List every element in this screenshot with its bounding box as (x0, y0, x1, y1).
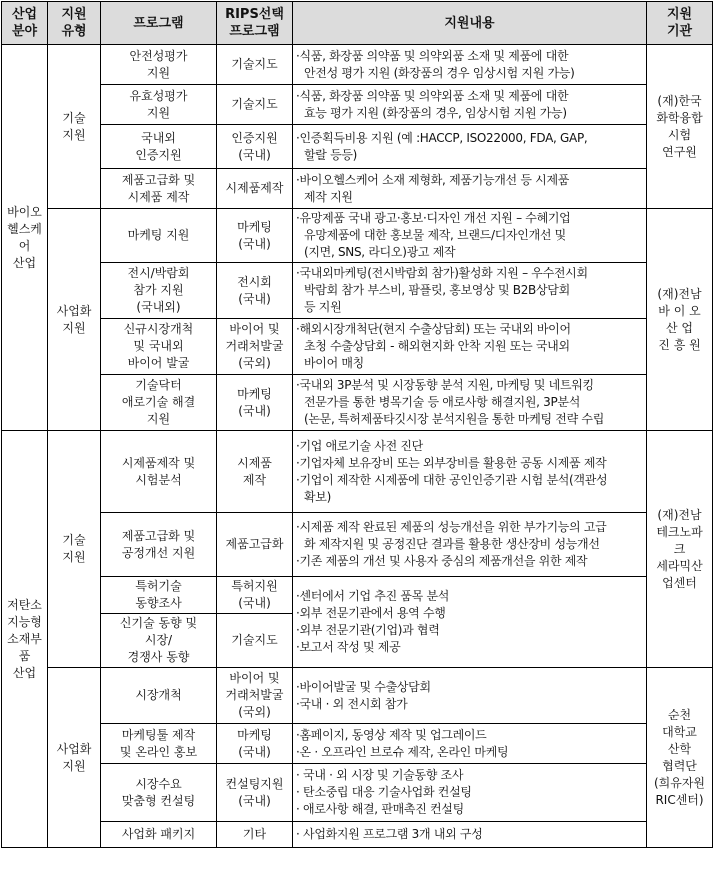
program-cell: 제품고급화 및 공정개선 지원 (101, 513, 217, 577)
content-line: ·시제품 제작 완료된 제품의 성능개선을 위한 부가기능의 고급 (296, 520, 607, 534)
program-cell: 유효성평가 지원 (101, 85, 217, 125)
content-line: · 사업화지원 프로그램 3개 내외 구성 (296, 827, 483, 841)
support-content-cell (293, 668, 647, 724)
content-line: ·해외시장개척단(현지 수출상담회) 또는 국내외 바이어 (296, 322, 571, 336)
content-line: 안전성 평가 지원 (화장품의 경우 임상시험 지원 가능) (304, 65, 575, 80)
support-content-cell (293, 45, 647, 85)
table-row (2, 577, 713, 614)
table-row (2, 169, 713, 209)
content-line: ·식품, 화장품 의약품 및 의약외품 소재 및 제품에 대한 (296, 88, 569, 103)
content-line: 유망제품에 대한 홍보물 제작, 브랜드/디자인개선 및 (304, 228, 566, 242)
content-line: 확보) (304, 489, 331, 504)
content-line: 초청 수출상담회 - 해외현지화 안착 지원 또는 국내외 (304, 339, 570, 353)
support-content-cell (293, 85, 647, 125)
content-line: ·유망제품 국내 광고·홍보·디자인 개선 지원 – 수혜기업 (296, 211, 571, 225)
header-program: 프로그램 (101, 2, 217, 45)
content-line: · 탄소중립 대응 기술사업화 컨설팅 (296, 785, 472, 799)
content-line: · 애로사항 해결, 판매촉진 컨설팅 (296, 802, 464, 816)
rips-program-cell: 인증지원 (국내) (217, 125, 293, 169)
sector-cell: 저탄소 지능형 소재부 품 산업 (2, 431, 48, 848)
table-row (2, 45, 713, 85)
program-cell: 마케팅 지원 (101, 209, 217, 263)
agency-cell: (재)전남 테크노파 크 세라믹산 업센터 (647, 431, 713, 668)
content-line: ·보고서 작성 및 제공 (296, 640, 401, 654)
rips-program-cell: 시제품 제작 (217, 431, 293, 513)
content-line: 효능 평가 지원 (화장품의 경우, 임상시험 지원 가능) (304, 105, 567, 120)
content-line: 전문가를 통한 병목기술 등 애로사항 해결지원, 3P분석 (304, 395, 581, 409)
header-sector: 산업 분야 (2, 2, 48, 45)
content-line: ·식품, 화장품 의약품 및 의약외품 소재 및 제품에 대한 (296, 48, 569, 63)
support-type-cell: 사업화 지원 (48, 668, 101, 848)
content-line: ·인증획득비용 지원 (예 :HACCP, ISO22000, FDA, GAP, (296, 130, 588, 145)
program-cell: 사업화 패키지 (101, 822, 217, 848)
header-content: 지원내용 (293, 2, 647, 45)
content-line: 제작 지원 (304, 189, 353, 204)
support-content-cell (293, 125, 647, 169)
support-content-cell (293, 822, 647, 848)
rips-program-cell: 마케팅 (국내) (217, 209, 293, 263)
rips-program-cell: 바이어 및 거래처발굴 (국외) (217, 668, 293, 724)
table-row (2, 724, 713, 764)
program-cell: 특허기술 동향조사 (101, 577, 217, 614)
support-content-cell (293, 209, 647, 263)
support-content-cell (293, 513, 647, 577)
rips-program-cell: 전시회 (국내) (217, 263, 293, 319)
table-row (2, 209, 713, 263)
table-row (2, 319, 713, 375)
header-row (2, 2, 713, 45)
table-row (2, 125, 713, 169)
rips-program-cell: 특허지원 (국내) (217, 577, 293, 614)
program-cell: 신기술 동향 및 시장/ 경쟁사 동향 (101, 614, 217, 668)
table-row (2, 85, 713, 125)
agency-cell: (재)한국 화학융합 시험 연구원 (647, 45, 713, 209)
content-line: ·국내 · 외 전시회 참가 (296, 696, 408, 711)
rips-program-cell: 기술지도 (217, 85, 293, 125)
support-content-cell (293, 263, 647, 319)
table-row (2, 822, 713, 848)
table-row (2, 513, 713, 577)
program-cell: 시장수요 맞춤형 컨설팅 (101, 764, 217, 822)
content-line: ·기존 제품의 개선 및 사용자 중심의 제품개선을 위한 제작 (296, 554, 588, 568)
content-line: ·외부 전문기관(기업)과 협력 (296, 623, 440, 637)
program-cell: 국내외 인증지원 (101, 125, 217, 169)
support-content-cell (293, 319, 647, 375)
content-line: ·바이어발굴 및 수출상담회 (296, 679, 431, 694)
content-line: ·국내외마케팅(전시박람회 참가)활성화 지원 – 우수전시회 (296, 266, 588, 280)
support-content-cell (293, 724, 647, 764)
content-line: ·기업 애로기술 사전 진단 (296, 438, 423, 453)
content-line: ·국내외 3P분석 및 시장동향 분석 지원, 마케팅 및 네트워킹 (296, 378, 594, 392)
program-cell: 안전성평가 지원 (101, 45, 217, 85)
content-line: ·기업자체 보유장비 또는 외부장비를 활용한 공동 시제품 제작 (296, 455, 607, 470)
sector-cell: 바이오 헬스케 어 산업 (2, 45, 48, 431)
table-row (2, 431, 713, 513)
content-line: (지면, SNS, 라디오)광고 제작 (304, 245, 456, 259)
table-row (2, 263, 713, 319)
content-line: 박람회 참가 부스비, 팜플릿, 홍보영상 및 B2B상담회 (304, 283, 570, 297)
rips-program-cell: 컨설팅지원 (국내) (217, 764, 293, 822)
program-cell: 마케팅툴 제작 및 온라인 홍보 (101, 724, 217, 764)
rips-program-cell: 기술지도 (217, 614, 293, 668)
rips-program-cell: 기술지도 (217, 45, 293, 85)
header-type: 지원 유형 (48, 2, 101, 45)
rips-program-cell: 시제품제작 (217, 169, 293, 209)
agency-cell: 순천 대학교 산학 협력단 (희유자원 RIC센터) (647, 668, 713, 848)
table-row (2, 668, 713, 724)
support-content-cell (293, 577, 647, 668)
content-line: 화 제작지원 및 공정진단 결과를 활용한 생산장비 성능개선 (304, 537, 600, 551)
support-content-cell (293, 764, 647, 822)
content-line: ·바이오헬스케어 소재 제형화, 제품기능개선 등 시제품 (296, 172, 570, 187)
content-line: ·기업이 제작한 시제품에 대한 공인인증기관 시험 분석(객관성 (296, 472, 608, 487)
program-cell: 신규시장개척 및 국내외 바이어 발굴 (101, 319, 217, 375)
support-type-cell: 기술 지원 (48, 45, 101, 209)
support-content-cell (293, 431, 647, 513)
support-type-cell: 기술 지원 (48, 431, 101, 668)
content-line: 할랄 등등) (304, 147, 358, 162)
support-program-table (1, 1, 713, 848)
rips-program-cell: 제품고급화 (217, 513, 293, 577)
support-content-cell (293, 169, 647, 209)
support-type-cell: 사업화 지원 (48, 209, 101, 431)
content-line: 등 지원 (304, 300, 342, 314)
program-cell: 전시/박람회 참가 지원 (국내외) (101, 263, 217, 319)
header-agency: 지원 기관 (647, 2, 713, 45)
header-rips: RIPS선택 프로그램 (217, 2, 293, 45)
program-cell: 시제품제작 및 시험분석 (101, 431, 217, 513)
support-content-cell (293, 375, 647, 431)
program-cell: 기술닥터 애로기술 해결 지원 (101, 375, 217, 431)
content-line: (논문, 특허제품타깃시장 분석지원을 통한 마케팅 전략 수립 (304, 412, 604, 426)
program-cell: 시장개척 (101, 668, 217, 724)
rips-program-cell: 바이어 및 거래처발굴 (국외) (217, 319, 293, 375)
rips-program-cell: 마케팅 (국내) (217, 375, 293, 431)
table-row (2, 764, 713, 822)
content-line: ·외부 전문기관에서 용역 수행 (296, 606, 446, 620)
rips-program-cell: 기타 (217, 822, 293, 848)
content-line: · 국내 · 외 시장 및 기술동향 조사 (296, 768, 464, 782)
content-line: 바이어 매칭 (304, 356, 364, 370)
rips-program-cell: 마케팅 (국내) (217, 724, 293, 764)
table-row (2, 375, 713, 431)
agency-cell: (재)전남 바 이 오 산 업 진 흥 원 (647, 209, 713, 431)
content-line: ·온 · 오프라인 브로슈 제작, 온라인 마케팅 (296, 744, 509, 759)
content-line: ·홈페이지, 동영상 제작 및 업그레이드 (296, 727, 487, 742)
content-line: ·센터에서 기업 추진 품목 분석 (296, 589, 450, 603)
program-cell: 제품고급화 및 시제품 제작 (101, 169, 217, 209)
